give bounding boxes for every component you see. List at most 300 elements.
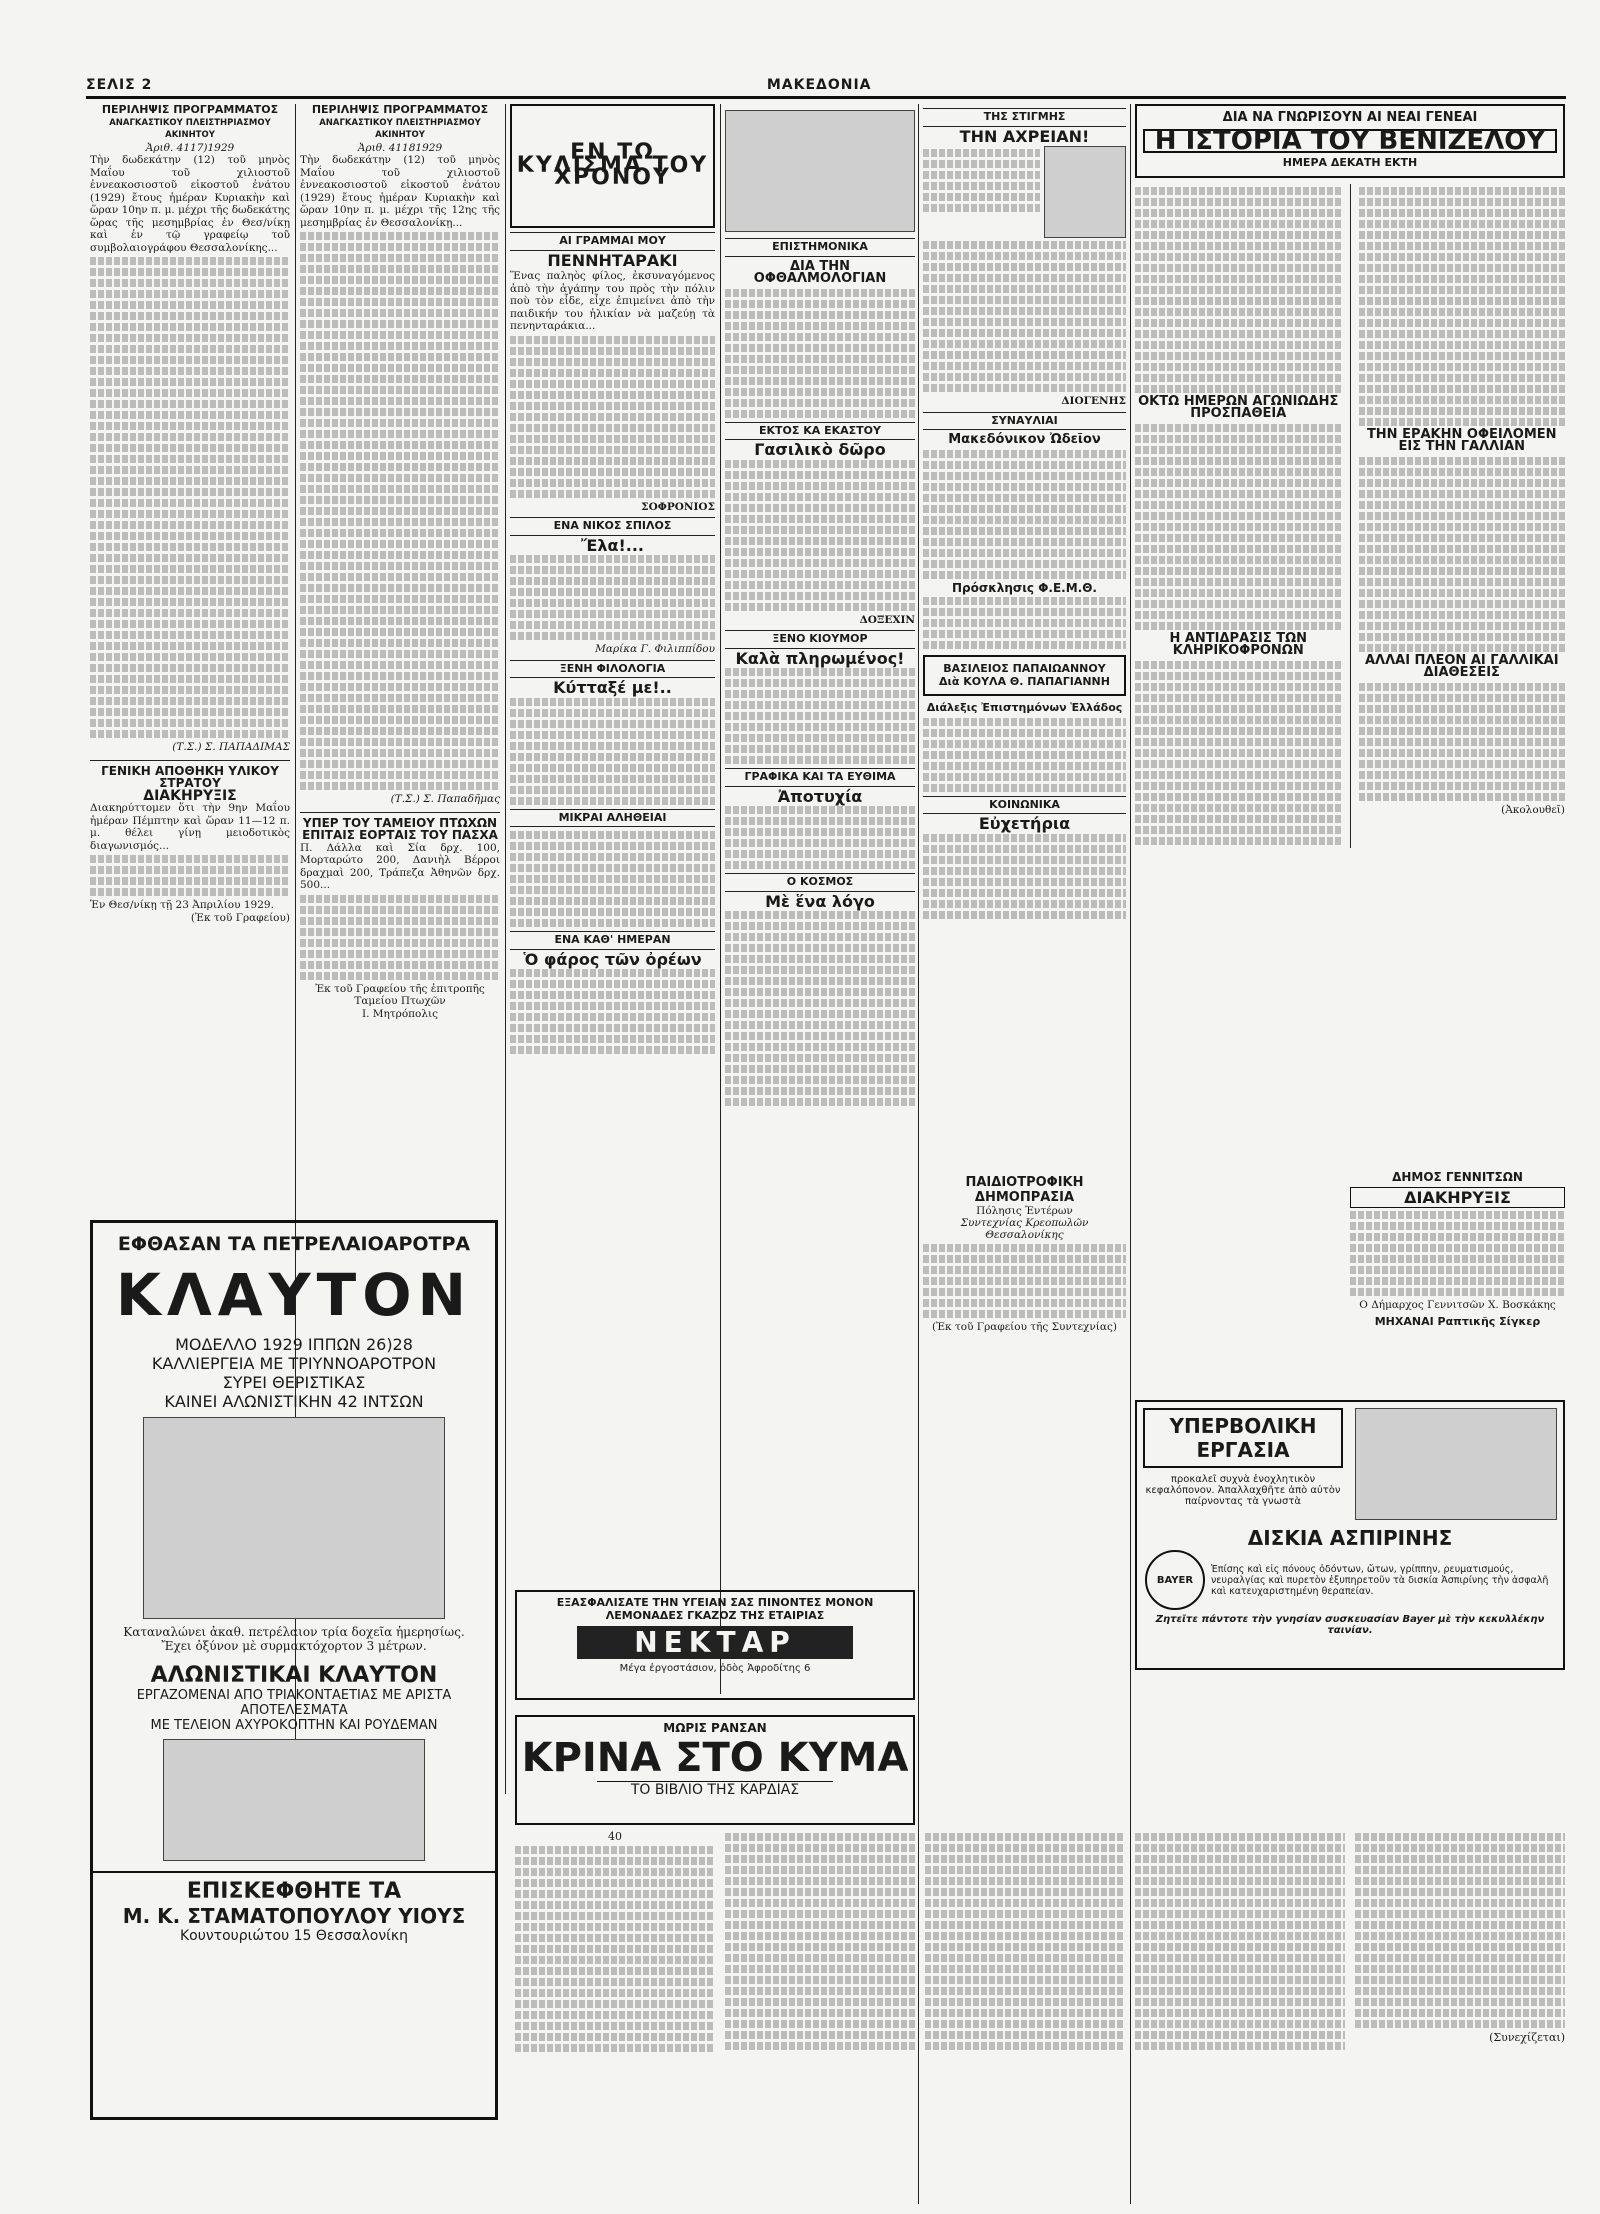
text-line <box>923 204 1040 212</box>
text-line <box>1359 187 1566 195</box>
text-line <box>923 307 1126 315</box>
text-line <box>725 839 915 847</box>
text-line <box>923 878 1126 886</box>
text-line <box>1135 683 1342 691</box>
text-line <box>925 1965 1125 1973</box>
text-line <box>923 171 1040 179</box>
text-line <box>300 961 500 969</box>
text-line <box>515 2033 715 2041</box>
ad-line: ΜΟΔΕΛΛΟ 1929 ΙΠΠΩΝ 26)28 <box>175 1335 413 1354</box>
paper-name: ΜΑΚΕΔΟΝΙΑ <box>766 77 872 93</box>
article-signature: ΣΟΦΡΟΝΙΟΣ <box>641 500 715 513</box>
text-line <box>1359 749 1566 757</box>
text-line <box>515 2000 715 2008</box>
text-line <box>90 477 290 485</box>
section-heading: ΞΕΝΗ ΦΙΛΟΛΟΓΙΑ <box>510 660 715 679</box>
article-title: Ὁ φάρος τῶν ὀρέων <box>523 949 702 969</box>
text-line <box>1359 567 1566 575</box>
text-line <box>1359 308 1566 316</box>
text-line <box>923 549 1126 557</box>
poor-fund-heading: ΥΠΕΡ ΤΟΥ ΤΑΜΕΙΟΥ ΠΤΩΧΩΝ ΕΠΙΤΑΙΣ ΕΟΡΤΑΙΣ ΤΟΥ ΠΑΣΧΑ <box>300 812 500 842</box>
text-line <box>1135 534 1342 542</box>
text-line <box>725 322 915 330</box>
text-line <box>1359 479 1566 487</box>
text-line <box>725 1833 915 1841</box>
masthead <box>86 74 1566 99</box>
text-line <box>725 988 915 996</box>
text-line <box>1359 771 1566 779</box>
text-line <box>510 786 715 794</box>
text-line <box>1350 1233 1565 1241</box>
text-line <box>300 917 500 925</box>
text-line <box>510 797 715 805</box>
column-4 <box>725 104 915 1584</box>
text-line <box>1359 589 1566 597</box>
text-line <box>1135 1910 1345 1918</box>
text-line <box>90 543 290 551</box>
text-line <box>725 377 915 385</box>
text-line <box>300 705 500 713</box>
text-line <box>725 300 915 308</box>
tractor-illustration <box>143 1417 445 1619</box>
text-line <box>1135 1954 1345 1962</box>
text-line <box>90 444 290 452</box>
text-line <box>300 386 500 394</box>
continued-note: (Ἀκολουθεῖ) <box>1501 803 1565 816</box>
text-line <box>510 446 715 454</box>
text-line <box>1359 611 1566 619</box>
text-line <box>300 430 500 438</box>
notice-title: ΔΗΜΟΣ ΓΕΝΝΙΤΣΩΝ <box>1392 1170 1523 1184</box>
text-line <box>90 877 290 885</box>
text-line <box>725 1021 915 1029</box>
text-line <box>923 538 1126 546</box>
text-line <box>510 577 715 585</box>
text-line <box>1135 1866 1345 1874</box>
text-line <box>923 149 1040 157</box>
text-line <box>1359 418 1566 426</box>
nektar-brand: ΝΕΚΤΑΡ <box>577 1626 853 1659</box>
illustration-placeholder <box>725 110 915 232</box>
text-line <box>300 397 500 405</box>
text-line <box>923 472 1126 480</box>
text-line <box>923 773 1126 781</box>
bayer-logo: BAYER <box>1145 1550 1205 1610</box>
text-line <box>300 287 500 295</box>
text-line <box>90 433 290 441</box>
text-line <box>1359 534 1566 542</box>
text-line <box>510 336 715 344</box>
article-title: Μὲ ἕνα λόγο <box>765 891 875 911</box>
text-line <box>925 1976 1125 1984</box>
text-line <box>1355 1998 1565 2006</box>
text-line <box>725 1976 915 1984</box>
continued-note: (Συνεχίζεται) <box>1489 2031 1565 2044</box>
text-line <box>1355 2020 1565 2028</box>
text-line <box>923 296 1126 304</box>
text-line <box>300 694 500 702</box>
text-line <box>725 504 915 512</box>
text-line <box>1135 545 1342 553</box>
text-line <box>90 268 290 276</box>
text-line <box>1355 1954 1565 1962</box>
text-line <box>510 435 715 443</box>
text-line <box>725 1943 915 1951</box>
text-line <box>1359 622 1566 630</box>
article-title: Πρόσκλησις Φ.Ε.Μ.Θ. <box>952 580 1097 595</box>
text-line <box>1359 523 1566 531</box>
ad-line: ΣΥΡΕΙ ΘΕΡΙΣΤΙΚΑΣ <box>222 1373 366 1392</box>
text-line <box>515 1879 715 1887</box>
announcement-title: ΒΑΣΙΛΕΙΟΣ ΠΑΠΑΙΩΑΝΝΟΥ <box>943 662 1106 675</box>
text-line <box>725 2042 915 2050</box>
text-line <box>1135 457 1342 465</box>
text-line <box>90 686 290 694</box>
text-line <box>515 2044 715 2052</box>
text-line <box>1355 1921 1565 1929</box>
aspirin-ad <box>1135 1400 1565 1670</box>
text-line <box>90 631 290 639</box>
text-line <box>1135 242 1342 250</box>
text-line <box>1135 760 1342 768</box>
text-line <box>510 402 715 410</box>
article-title: Η ΑΝΤΙΔΡΑΣΙΣ ΤΩΝ ΚΛΗΡΙΚΟΦΡΟΝΩΝ <box>1169 630 1308 658</box>
text-line <box>923 762 1126 770</box>
text-line <box>510 358 715 366</box>
text-line <box>90 466 290 474</box>
text-line <box>510 347 715 355</box>
text-line <box>90 345 290 353</box>
text-line <box>1135 826 1342 834</box>
text-line <box>90 642 290 650</box>
text-line <box>300 628 500 636</box>
text-line <box>923 597 1126 605</box>
text-line <box>923 340 1126 348</box>
text-line <box>300 617 500 625</box>
text-line <box>923 461 1126 469</box>
text-line <box>923 751 1126 759</box>
text-line <box>1135 1998 1345 2006</box>
text-line <box>90 411 290 419</box>
nektar-top2: ΛΕΜΟΝΑΔΕΣ ΓΚΑΖΟΖ ΤΗΣ ΕΤΑΙΡΙΑΣ <box>605 1609 825 1622</box>
text-line <box>1359 341 1566 349</box>
banner-top: ΔΙΑ ΝΑ ΓΝΩΡΙΣΟΥΝ ΑΙ ΝΕΑΙ ΓΕΝΕΑΙ <box>1222 110 1478 125</box>
text-line <box>725 410 915 418</box>
text-line <box>725 1054 915 1062</box>
text-line <box>923 1255 1126 1263</box>
text-line <box>1135 1855 1345 1863</box>
text-line <box>300 771 500 779</box>
text-line <box>725 2020 915 2028</box>
text-line <box>1359 264 1566 272</box>
notice-ref: Ἀριθ. 41181929 <box>357 141 443 154</box>
text-line <box>1135 253 1342 261</box>
text-line <box>90 422 290 430</box>
poor-fund-body: Π. Δάλλα καὶ Σία δρχ. 100, Μορταρώτο 200, Δανιὴλ Βέρροι δραχμαὶ 200, Τράπεζα Ἀθηνῶν δρχ. 500... <box>300 841 500 891</box>
text-line <box>725 1855 915 1863</box>
text-line <box>1135 556 1342 564</box>
text-line <box>1135 330 1342 338</box>
text-line <box>515 1923 715 1931</box>
text-line <box>1359 253 1566 261</box>
text-line <box>510 457 715 465</box>
text-line <box>510 875 715 883</box>
depot-date: Ἐν Θεσ/νίκῃ τῇ 23 Ἀπριλίου 1929. <box>90 899 274 911</box>
chronicle-banner: ΕΝ ΤΩ ΚΥΛΙΣΜΑ ΤΟΥ ΧΡΟΝΟΥ <box>510 104 715 228</box>
text-line <box>510 566 715 574</box>
text-line <box>510 555 715 563</box>
text-line <box>300 782 500 790</box>
ad-address: Κουντουριώτου 15 Θεσσαλονίκη <box>179 1928 408 1944</box>
text-line <box>1355 1888 1565 1896</box>
text-line <box>510 468 715 476</box>
text-line <box>725 668 915 676</box>
text-line <box>300 474 500 482</box>
text-line <box>1135 661 1342 669</box>
ad-line: ΚΑΙΝΕΙ ΑΛΩΝΙΣΤΙΚΗΝ 42 ΙΝΤΣΩΝ <box>164 1392 424 1411</box>
text-line <box>300 254 500 262</box>
text-line <box>725 289 915 297</box>
text-line <box>90 598 290 606</box>
text-line <box>1135 468 1342 476</box>
text-line <box>300 265 500 273</box>
text-line <box>923 641 1126 649</box>
text-line <box>300 496 500 504</box>
text-line <box>1359 760 1566 768</box>
text-line <box>923 494 1126 502</box>
aspirin-product: ΔΙΣΚΙΑ ΑΣΠΙΡΙΝΗΣ <box>1247 1526 1453 1550</box>
text-line <box>925 1899 1125 1907</box>
text-line <box>515 1846 715 1854</box>
text-line <box>923 1266 1126 1274</box>
text-line <box>925 1932 1125 1940</box>
text-line <box>1135 1943 1345 1951</box>
depot-subheading: ΔΙΑΚΗΡΥΞΙΣ <box>143 787 237 804</box>
text-line <box>90 664 290 672</box>
novel-number: 40 <box>608 1830 622 1843</box>
text-line <box>515 1857 715 1865</box>
text-line <box>923 384 1126 392</box>
text-line <box>1359 644 1566 652</box>
text-line <box>1135 435 1342 443</box>
text-line <box>300 760 500 768</box>
notice-body: Τὴν δωδεκάτην (12) τοῦ μηνὸς Μαΐου τοῦ χιλιοστοῦ ἐννεακοσιοστοῦ εἰκοστοῦ ἐνάτου (1929) ἔτους ἡμέραν Κυριακὴν καὶ ὥραν 10ην π. μ. μέχρι τῆς 12ης τῆς μεσημβρίας ἐν Θεσσαλονίκῃ... <box>300 154 500 229</box>
text-line <box>90 378 290 386</box>
text-line <box>300 573 500 581</box>
article-title: ΤΗΝ ΕΡΑΚΗΝ ΟΦΕΙΛΟΜΕΝ ΕΙΣ ΤΗΝ ΓΑΛΛΙΑΝ <box>1366 426 1557 454</box>
text-line <box>923 560 1126 568</box>
text-line <box>510 610 715 618</box>
text-line <box>725 1987 915 1995</box>
column-rule <box>720 104 721 1694</box>
text-line <box>300 906 500 914</box>
text-line <box>1350 1211 1565 1219</box>
text-line <box>1135 374 1342 382</box>
announcement-sub: Διὰ ΚΟΥΛΑ Θ. ΠΑΠΑΓΙΑΝΝΗ <box>939 674 1110 688</box>
text-line <box>90 334 290 342</box>
text-line <box>510 490 715 498</box>
text-line <box>1359 600 1566 608</box>
text-line <box>510 1035 715 1043</box>
text-line <box>725 526 915 534</box>
text-line <box>1355 1943 1565 1951</box>
notice-heading: ΠΕΡΙΛΗΨΙΣ ΠΡΟΓΡΑΜΜΑΤΟΣ <box>101 104 279 116</box>
text-line <box>725 1998 915 2006</box>
text-line <box>300 331 500 339</box>
banner-main: Η ΙΣΤΟΡΙΑ ΤΟΥ ΒΕΝΙΖΕΛΟΥ <box>1143 129 1557 154</box>
text-line <box>90 565 290 573</box>
article-title: Ἔλα!... <box>580 535 644 555</box>
poor-fund-from: Ἐκ τοῦ Γραφείου τῆς ἐπιτροπῆς Ταμείου Πτωχῶν <box>315 982 485 1007</box>
text-line <box>300 243 500 251</box>
text-line <box>300 441 500 449</box>
ad-line: ΜΕ ΤΕΛΕΙΟΝ ΑΧΥΡΟΚΟΠΤΗΝ ΚΑΙ ΡΟΥΔΕΜΑΝ <box>150 1718 438 1733</box>
text-line <box>923 740 1126 748</box>
text-line <box>300 320 500 328</box>
text-line <box>725 493 915 501</box>
text-line <box>923 1288 1126 1296</box>
text-line <box>725 515 915 523</box>
text-line <box>1135 319 1342 327</box>
text-line <box>925 2031 1125 2039</box>
text-line <box>923 527 1126 535</box>
text-line <box>1355 1899 1565 1907</box>
text-line <box>925 1855 1125 1863</box>
text-line <box>1359 457 1566 465</box>
text-line <box>510 588 715 596</box>
notice-body: Τὴν δωδεκάτην (12) τοῦ μηνὸς Μαΐου τοῦ χιλιοστοῦ ἐννεακοσιοστοῦ εἰκοστοῦ ἐνάτου (1929) ἔτους ἡμέραν Κυριακὴν καὶ ὥραν 10ην π. μ. μέχρι τῆς δωδεκάτης ὥρας τῆς μεσημβρίας ἐν Θεσ/νίκῃ καὶ ἐν τῷ γραφείῳ τοῦ συμβολαιογράφου Θεσσαλονίκης... <box>90 154 290 254</box>
text-line <box>510 886 715 894</box>
text-line <box>1355 1844 1565 1852</box>
text-line <box>923 856 1126 864</box>
column-2 <box>300 104 500 1224</box>
text-line <box>925 1833 1125 1841</box>
text-line <box>1355 1976 1565 1984</box>
text-line <box>725 311 915 319</box>
novel-banner <box>515 1715 915 1825</box>
text-line <box>1135 771 1342 779</box>
text-line <box>1359 242 1566 250</box>
text-line <box>1359 578 1566 586</box>
text-line <box>725 1866 915 1874</box>
text-line <box>1135 611 1342 619</box>
article-title: ΟΚΤΩ ΗΜΕΡΩΝ ΑΓΩΝΙΩΔΗΣ ΠΡΟΣΠΑΘΕΙΑ <box>1138 393 1339 421</box>
text-line <box>923 483 1126 491</box>
notice-org: Συντεχνίας Κρεοπωλῶν Θεσσαλονίκης <box>960 1217 1089 1241</box>
article-title: Διάλεξις Ἐπιστημόνων Ἑλλάδος <box>926 701 1123 714</box>
section-heading: ΜΙΚΡΑΙ ΑΛΗΘΕΙΑΙ <box>510 809 715 828</box>
text-line <box>90 499 290 507</box>
text-line <box>90 323 290 331</box>
text-line <box>1135 837 1342 845</box>
column-rule <box>505 104 506 1794</box>
text-line <box>925 1888 1125 1896</box>
text-line <box>300 639 500 647</box>
gennitsa-notice <box>1350 1170 1565 1400</box>
text-line <box>1135 220 1342 228</box>
text-line <box>1350 1266 1565 1274</box>
section-heading: ΞΕΝΟ ΚΙΟΥΜΟΡ <box>725 630 915 649</box>
article-title: ΤΗΝ ΑΧΡΕΙΑΝ! <box>959 126 1090 146</box>
text-line <box>923 329 1126 337</box>
text-line <box>725 850 915 858</box>
text-line <box>90 521 290 529</box>
text-line <box>300 672 500 680</box>
text-line <box>300 972 500 980</box>
aspirin-tag: Ζητεῖτε πάντοτε τὴν γνησίαν συσκευασίαν Bayer μὲ τὴν κεκυλλέκην ταινίαν. <box>1155 1614 1545 1636</box>
text-line <box>925 1943 1125 1951</box>
column-5 <box>923 104 1126 1604</box>
ad-brand: ΚΛΑΥΤΟΝ <box>115 1261 473 1329</box>
text-line <box>510 831 715 839</box>
text-line <box>725 399 915 407</box>
text-line <box>1359 490 1566 498</box>
text-line <box>515 1901 715 1909</box>
text-line <box>1359 782 1566 790</box>
text-line <box>725 570 915 578</box>
text-line <box>923 911 1126 919</box>
text-line <box>515 2022 715 2030</box>
text-line <box>1135 2020 1345 2028</box>
text-line <box>90 855 290 863</box>
text-line <box>1355 1987 1565 1995</box>
section-heading: ΣΥΝΑΥΛΙΑΙ <box>923 412 1126 431</box>
text-line <box>90 532 290 540</box>
text-line <box>1135 275 1342 283</box>
text-line <box>510 753 715 761</box>
text-line <box>1135 363 1342 371</box>
text-line <box>510 479 715 487</box>
text-line <box>725 861 915 869</box>
text-line <box>300 353 500 361</box>
text-line <box>510 742 715 750</box>
text-line <box>300 683 500 691</box>
text-line <box>90 510 290 518</box>
novel-sub: ΤΟ ΒΙΒΛΙΟ ΤΗΣ ΚΑΡΔΙΑΣ <box>597 1781 833 1798</box>
text-line <box>90 888 290 896</box>
depot-from: (Ἐκ τοῦ Γραφείου) <box>190 911 290 924</box>
text-line <box>923 1310 1126 1318</box>
column-1 <box>90 104 290 1164</box>
text-line <box>90 653 290 661</box>
text-line <box>725 366 915 374</box>
text-line <box>1355 1877 1565 1885</box>
text-line <box>1135 2009 1345 2017</box>
text-line <box>923 505 1126 513</box>
section-heading: ΕΝΑ ΝΙΚΟΣ ΣΠΙΛΟΣ <box>510 517 715 536</box>
article-title: Ἀποτυχία <box>777 786 863 806</box>
section-heading: ΤΗΣ ΣΤΙΓΜΗΣ <box>923 108 1126 127</box>
text-line <box>725 1076 915 1084</box>
text-line <box>1359 363 1566 371</box>
text-line <box>1135 727 1342 735</box>
section-heading: ΑΙ ΓΡΑΜΜΑΙ ΜΟΥ <box>510 232 715 251</box>
text-line <box>923 900 1126 908</box>
text-line <box>1359 468 1566 476</box>
text-line <box>1135 1976 1345 1984</box>
text-line <box>515 1890 715 1898</box>
text-line <box>300 562 500 570</box>
section-heading: Ο ΚΟΣΜΟΣ <box>725 873 915 892</box>
text-line <box>1135 782 1342 790</box>
text-line <box>300 738 500 746</box>
text-line <box>923 285 1126 293</box>
text-line <box>510 369 715 377</box>
article-title: Γασιλικὸ δῶρο <box>754 440 886 459</box>
text-line <box>925 1954 1125 1962</box>
text-line <box>1135 341 1342 349</box>
notice-sub: Πόλησις Ἐντέρων <box>976 1205 1073 1217</box>
